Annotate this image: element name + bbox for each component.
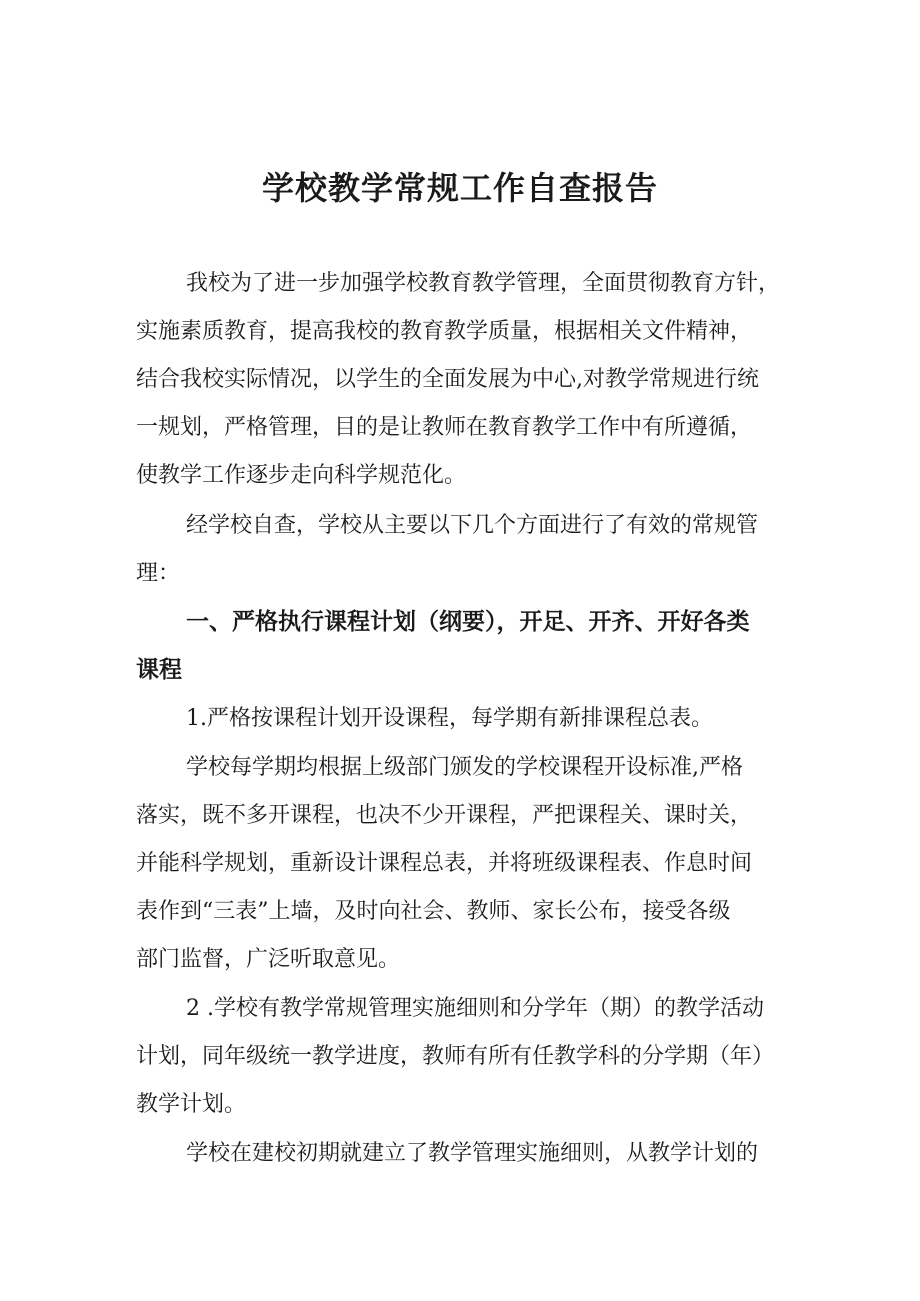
section-heading: 一、严格执行课程计划（纲要），开足、开齐、开好各类	[186, 609, 750, 635]
body-line: 实施素质教育，提高我校的教育教学质量，根据相关文件精神，	[136, 319, 753, 344]
body-line: 理：	[136, 561, 181, 586]
body-line: 2 .学校有教学常规管理实施细则和分学年（期）的教学活动	[186, 996, 764, 1021]
body-line: 计划，同年级统一教学进度，教师有所有任教学科的分学期（年）	[136, 1044, 775, 1069]
body-line: 经学校自查，学校从主要以下几个方面进行了有效的常规管	[186, 513, 759, 538]
body-line: 1.严格按课程计划开设课程，每学期有新排课程总表。	[186, 706, 713, 731]
section-heading: 课程	[136, 657, 182, 683]
body-line: 我校为了进一步加强学校教育教学管理，全面贯彻教育方针，	[186, 271, 781, 296]
body-line: 落实，既不多开课程，也决不少开课程，严把课程关、课时关，	[136, 803, 753, 828]
body-line: 并能科学规划，重新设计课程总表，并将班级课程表、作息时间	[136, 851, 753, 876]
body-line: 一规划，严格管理，目的是让教师在教育教学工作中有所遵循，	[136, 415, 753, 440]
body-line: 学校在建校初期就建立了教学管理实施细则，从教学计划的	[186, 1141, 759, 1166]
body-line: 教学计划。	[136, 1092, 247, 1117]
body-line: 学校每学期均根据上级部门颁发的学校课程开设标准,严格	[186, 755, 743, 780]
body-line: 使教学工作逐步走向科学规范化。	[136, 463, 467, 488]
body-line: 部门监督，广泛听取意见。	[136, 947, 401, 972]
body-line: 结合我校实际情况，以学生的全面发展为中心,对教学常规进行统	[136, 367, 759, 392]
document-title: 学校教学常规工作自查报告	[261, 169, 658, 207]
body-line: 表作到“三表”上墙，及时向社会、教师、家长公布，接受各级	[136, 899, 731, 924]
